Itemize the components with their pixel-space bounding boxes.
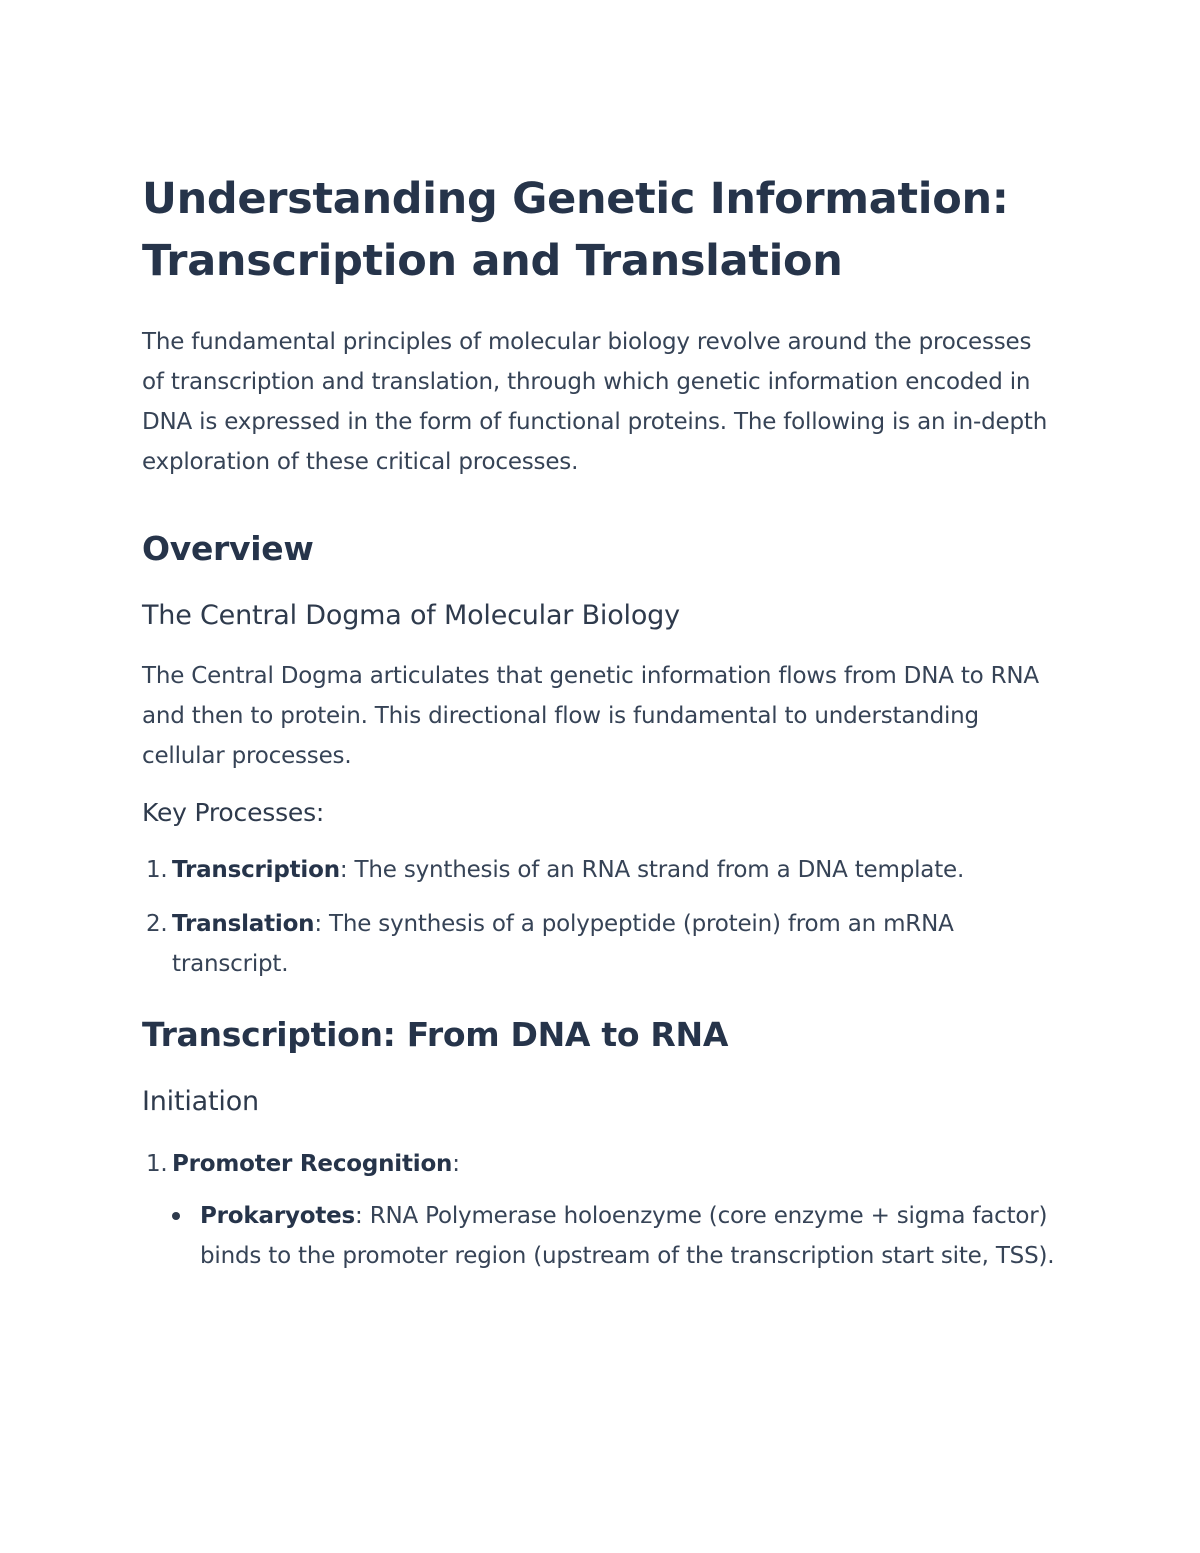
bullet-term: Prokaryotes	[200, 1203, 356, 1229]
list-term: Promoter Recognition	[172, 1151, 453, 1177]
key-processes-heading: Key Processes:	[142, 798, 325, 827]
list-item	[142, 904, 1060, 984]
document-title: Understanding Genetic Information: Transcription and Translation	[142, 174, 1009, 286]
list-item	[142, 1144, 1060, 1184]
list-text: : The synthesis of a polypeptide (protein) from an mRNA transcript.	[172, 911, 954, 977]
bullet-text: : RNA Polymerase holoenzyme (core enzyme + sigma factor) binds to the promoter region (upstream of the transcription start site, TSS).	[200, 1203, 1055, 1269]
promoter-bullet-list	[142, 1196, 1060, 1276]
list-term: Translation	[172, 911, 315, 937]
key-processes-list	[142, 850, 1060, 984]
list-term: Transcription	[172, 857, 340, 883]
overview-heading: Overview	[142, 529, 314, 568]
bullet-item	[142, 1196, 1060, 1276]
central-dogma-heading: The Central Dogma of Molecular Biology	[142, 600, 680, 631]
initiation-heading: Initiation	[142, 1086, 259, 1117]
list-number: 2.	[146, 911, 168, 937]
intro-paragraph: The fundamental principles of molecular biology revolve around the processes of transcription and translation, through which genetic information encoded in DNA is expressed in the form of functional proteins. The following is an in-depth exploration of these critical processes.	[142, 329, 1048, 475]
transcription-heading: Transcription: From DNA to RNA	[142, 1015, 729, 1054]
list-item	[142, 850, 1060, 890]
list-text: : The synthesis of an RNA strand from a DNA template.	[339, 857, 965, 883]
bullet-dot	[172, 1212, 180, 1220]
central-dogma-paragraph: The Central Dogma articulates that genetic information flows from DNA to RNA and then to protein. This directional flow is fundamental to understanding cellular processes.	[142, 663, 1039, 769]
list-number: 1.	[146, 1151, 168, 1177]
initiation-steps-list	[142, 1144, 1060, 1184]
list-text: :	[452, 1151, 460, 1177]
list-number: 1.	[146, 857, 168, 883]
